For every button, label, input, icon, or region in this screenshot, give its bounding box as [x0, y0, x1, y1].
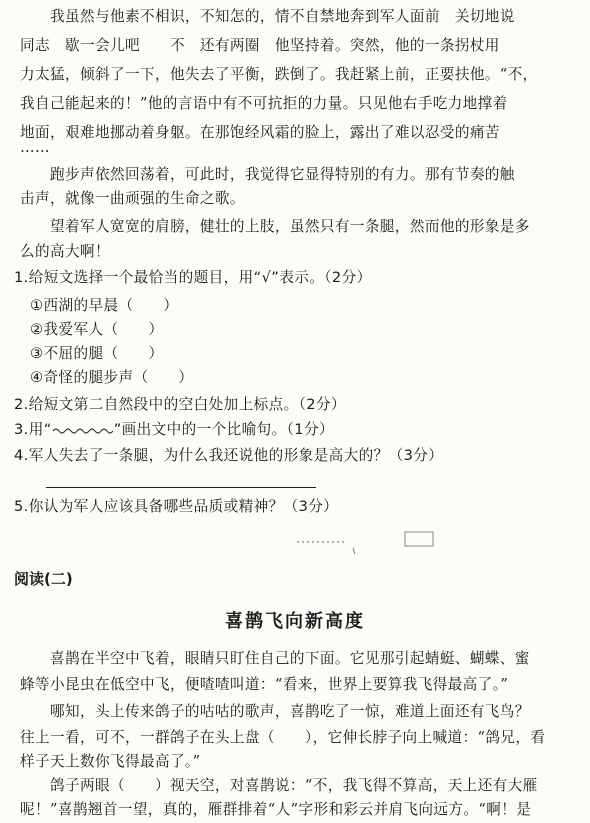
passage2-line-7: 呢！”喜鹊翘首一望，真的，雁群排着“人”字形和彩云并肩飞向远方。“啊！是	[20, 801, 532, 818]
passage1-line-4: 我自己能起来的！”他的言语中有不可抗拒的力量。只见他右手吃力地撑着	[20, 95, 508, 112]
question-3	[14, 420, 569, 440]
passage2-line-4: 往上一看，可不，一群鸽子在头上盘（ ），它伸长脖子向上喊道：“鸽兄，看	[20, 729, 546, 746]
question-4: 4.军人失去了一条腿，为什么我还说他的形象是高大的？（3分）	[14, 447, 444, 464]
passage1-line-6: ……	[20, 139, 50, 156]
question-3-suffix: ”画出文中的一个比喻句。（1分）	[113, 421, 334, 438]
section-heading: 阅读(二)	[14, 570, 73, 588]
question-1-option-d: ④奇怪的腿步声（ ）	[30, 369, 194, 386]
passage1-line-2: 同志 歇一会儿吧 不 还有两圈 他坚持着。突然，他的一条拐杖用	[20, 37, 500, 54]
question-1: 1.给短文选择一个最恰当的题目，用“√”表示。（2分）	[14, 269, 372, 286]
passage2-line-3: 哪知，头上传来鸽子的咕咕的歌声，喜鹊吃了一惊，难道上面还有飞鸟？	[20, 703, 530, 720]
passage1-line-3: 力太猛，倾斜了一下，他失去了平衡，跌倒了。我赶紧上前，正要扶他。“不，	[20, 66, 538, 83]
article-title: 喜鹊飞向新高度	[225, 611, 365, 632]
passage1-line-8: 击声，就像一曲顽强的生命之歌。	[20, 190, 245, 207]
question-1-option-c: ③不屈的腿（ ）	[30, 345, 164, 362]
passage2-line-5: 样子天上数你飞得最高了。”	[20, 753, 201, 770]
wavy-underline-icon	[52, 426, 114, 436]
passage2-line-6: 鸽子两眼（ ）视天空，对喜鹊说：“不，我飞得不算高，天上还有大雁	[20, 777, 538, 794]
passage1-line-7: 跑步声依然回荡着，可此时，我觉得它显得特别的有力。那有节奏的触	[20, 166, 515, 183]
passage1-line-9: 望着军人宽宽的肩膀，健壮的上肢，虽然只有一条腿，然而他的形象是多	[20, 218, 530, 235]
question-1-option-a: ①西湖的早晨（ ）	[30, 297, 179, 314]
question-2: 2.给短文第二自然段中的空白处加上标点。（2分）	[14, 396, 346, 413]
passage2-line-2: 蜂等小昆虫在低空中飞，便喳喳叫道：“看来，世界上要算我飞得最高了。”	[20, 676, 509, 693]
passage1-line-10: 么的高大啊！	[20, 243, 110, 260]
passage1-line-5: 地面，艰难地挪动着身躯。在那饱经风霜的脸上，露出了难以忍受的痛苦	[20, 124, 500, 141]
question-3-prefix: 3.用“	[14, 421, 52, 438]
scan-artifact-icon	[295, 528, 445, 558]
passage2-line-1: 喜鹊在半空中飞着，眼睛只盯住自己的下面。它见那引起蜻蜓、蝴蝶、蜜	[20, 650, 530, 667]
question-1-option-b: ②我爱军人（ ）	[30, 321, 164, 338]
answer-line	[46, 487, 316, 488]
question-5: 5.你认为军人应该具备哪些品质或精神？（3分）	[14, 498, 339, 515]
passage1-line-1: 我虽然与他素不相识，不知怎的，情不自禁地奔到军人面前 关切地说	[20, 8, 515, 25]
